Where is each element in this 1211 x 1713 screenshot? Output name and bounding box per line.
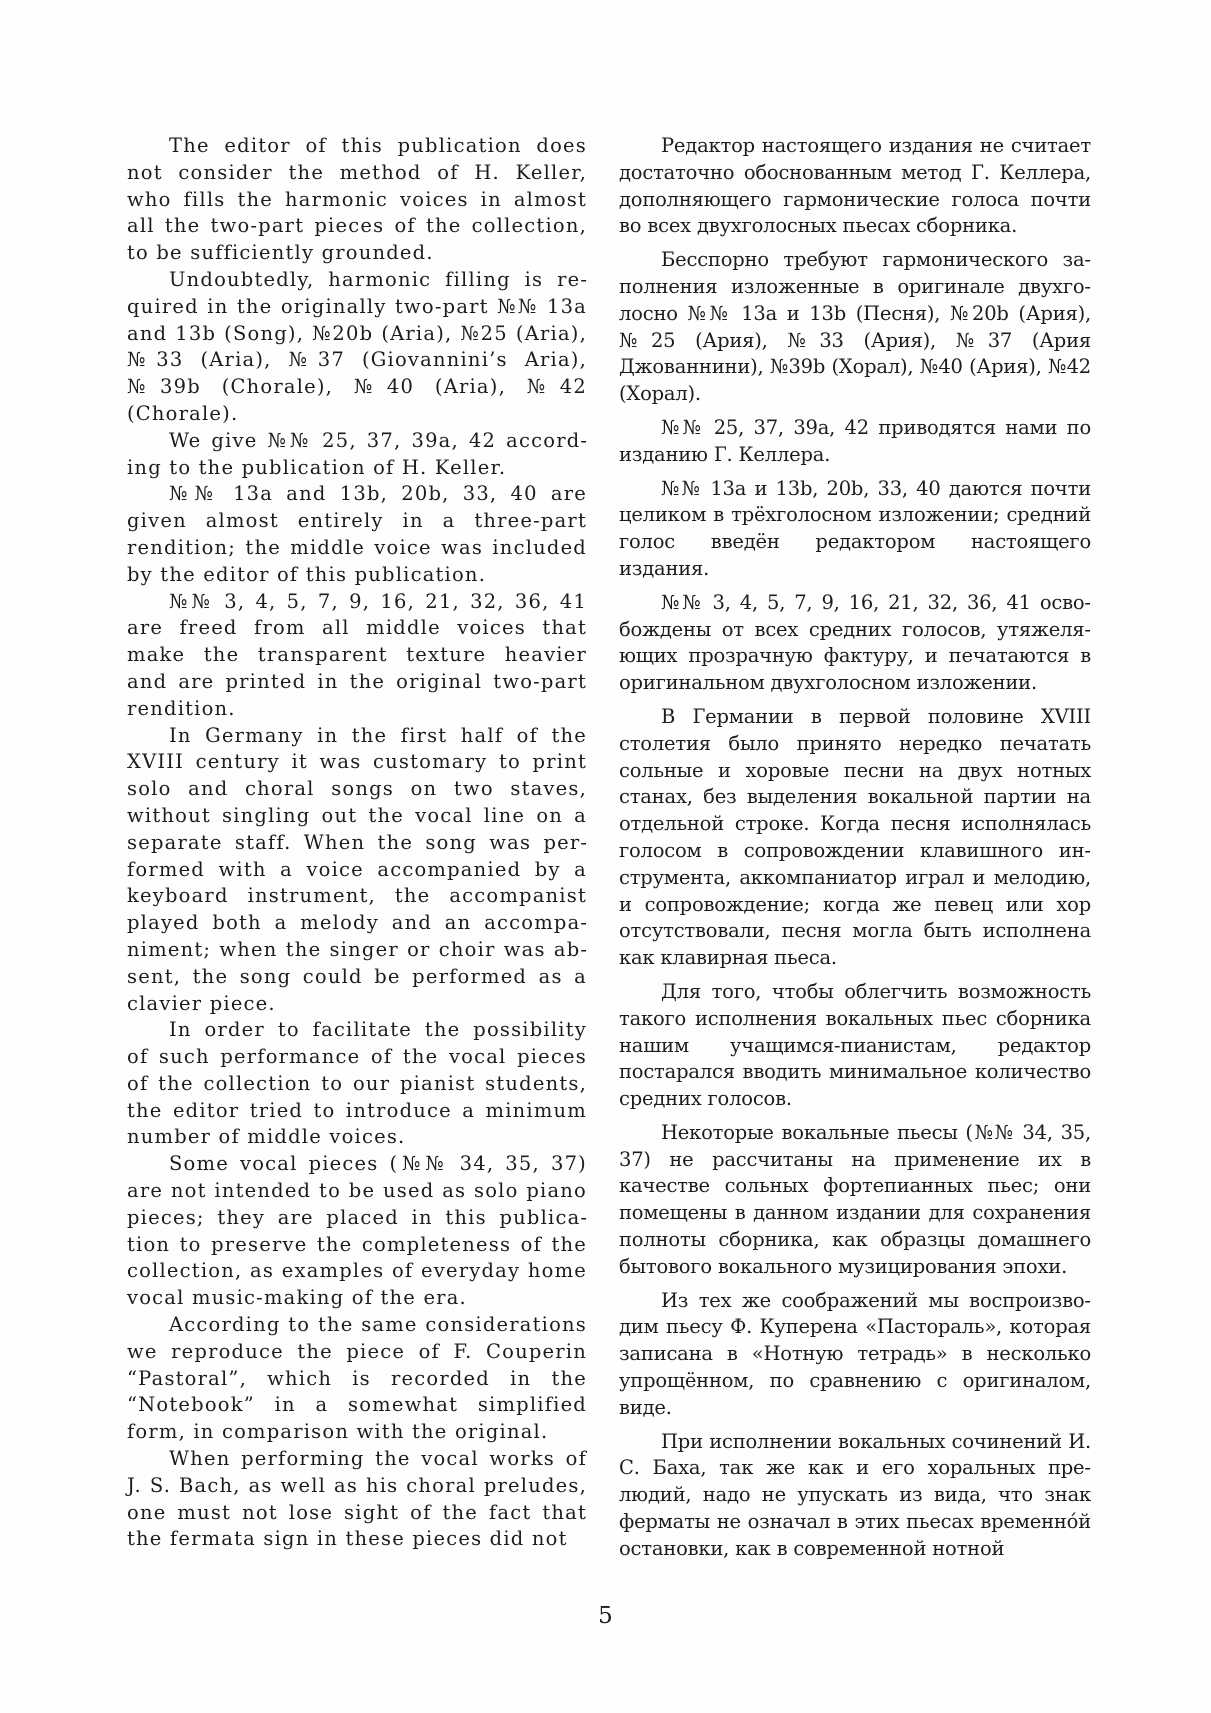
ru-paragraph: В Германии в первой половине XVIII столетия было принято нередко печатать сольные и хоровые песни на двух нотных станах, без выделения вокальной партии на отдельной строке. Когда песня исполнялась голосом в сопровождении клавишного инструмента, аккомпаниатор играл и мелодию, и сопровождение; когда же певец или хор отсутствовали, песня могла быть исполнена как клавирная пьеса. (619, 704, 1091, 970)
en-paragraph: In Germany in the first half of the XVIII century it was customary to print solo and choral songs on two staves, without singling out the vocal line on a separate staff. When the song was performed with a voice accompanied by a keyboard instrument, the accompanist played both a melody and an accompaniment; when the singer or choir was absent, the song could be performed as a clavier piece. (127, 723, 587, 1015)
ru-paragraph: №№ 25, 37, 39a, 42 приводятся нами по изданию Г. Келлера. (619, 415, 1091, 466)
russian-column (619, 133, 1091, 1570)
ru-paragraph: Редактор настоящего издания не считает достаточно обоснованным метод Г. Келлера, дополняющего гармонические голоса почти во всех двухголосных пьесах сборника. (619, 134, 1091, 238)
en-paragraph: In order to facilitate the possibility of such performance of the vocal pieces of the collection to our pianist students, the editor tried to introduce a minimum number of middle voices. (127, 1018, 587, 1149)
ru-paragraph: Для того, чтобы облегчить возможность такого исполнения вокальных пьес сборника нашим учащимся-пианистам, редактор постарался вводить минимальное количество средних голосов. (619, 979, 1091, 1111)
page-number: 5 (598, 1603, 613, 1629)
en-paragraph: We give №№ 25, 37, 39a, 42 according to the publication of H. Keller. (127, 428, 587, 479)
ru-paragraph: При исполнении вокальных сочинений И. С. Баха, так же как и его хоральных прелюдий, надо не упускать из вида, что знак ферматы не означал в этих пьесах временно́й остановки, как в современной нотной (619, 1429, 1091, 1560)
ru-paragraph: Некоторые вокальные пьесы (№№ 34, 35, 37) не рассчитаны на применение их в качестве сольных фортепианных пьес; они помещены в данном издании для сохранения полноты сборника, как образцы домашнего бытового вокального музицирования эпохи. (619, 1120, 1091, 1278)
ru-paragraph: Бесспорно требуют гармонического заполнения изложенные в оригинале двухголосно №№ 13a и 13b (Песня), №20b (Ария), №25 (Ария), №33 (Ария), №37 (Ария Джованнини), №39b (Хорал), №40 (Ария), №42 (Хорал). (619, 248, 1091, 406)
ru-paragraph: Из тех же соображений мы воспроизводим пьесу Ф. Куперена «Пастораль», которая записана в «Нотную тетрадь» в несколько упрощённом, по сравнению с оригиналом, виде. (619, 1288, 1091, 1419)
ru-paragraph: №№ 13a и 13b, 20b, 33, 40 даются почти целиком в трёхголосном изложении; средний голос введён редактором настоящего издания. (619, 476, 1091, 580)
en-paragraph: Some vocal pieces (№№ 34, 35, 37) are not intended to be used as solo piano pieces; they are placed in this publication to preserve the completeness of the collection, as examples of everyday home vocal music-making of the era. (127, 1152, 587, 1310)
en-paragraph: The editor of this publication does not consider the method of H. Keller, who fills the harmonic voices in almost all the two-part pieces of the collection, to be sufficiently grounded. (127, 134, 587, 265)
en-paragraph: According to the same considerations we reproduce the piece of F. Couperin “Pastoral”, which is recorded in the “Notebook” in a somewhat simplified form, in comparison with the original. (127, 1313, 587, 1444)
en-paragraph: Undoubtedly, harmonic filling is required in the originally two-part №№ 13a and 13b (Song), №20b (Aria), №25 (Aria), №33 (Aria), №37 (Giovannini’s Aria), №39b (Chorale), №40 (Aria), №42 (Chorale). (127, 267, 587, 425)
en-paragraph: №№ 13a and 13b, 20b, 33, 40 are given almost entirely in a three-part rendition; the middle voice was included by the editor of this publication. (127, 482, 587, 586)
en-paragraph: №№ 3, 4, 5, 7, 9, 16, 21, 32, 36, 41 are freed from all middle voices that make the transparent texture heavier and are printed in the original two-part rendition. (127, 589, 587, 720)
ru-paragraph: №№ 3, 4, 5, 7, 9, 16, 21, 32, 36, 41 освобождены от всех средних голосов, утяжеляющих прозрачную фактуру, и печатаются в оригинальном двухголосном изложении. (619, 590, 1091, 695)
english-column (127, 133, 587, 1553)
en-paragraph: When performing the vocal works of J. S. Bach, as well as his choral preludes, one must not lose sight of the fact that the fermata sign in these pieces did not (127, 1447, 587, 1551)
